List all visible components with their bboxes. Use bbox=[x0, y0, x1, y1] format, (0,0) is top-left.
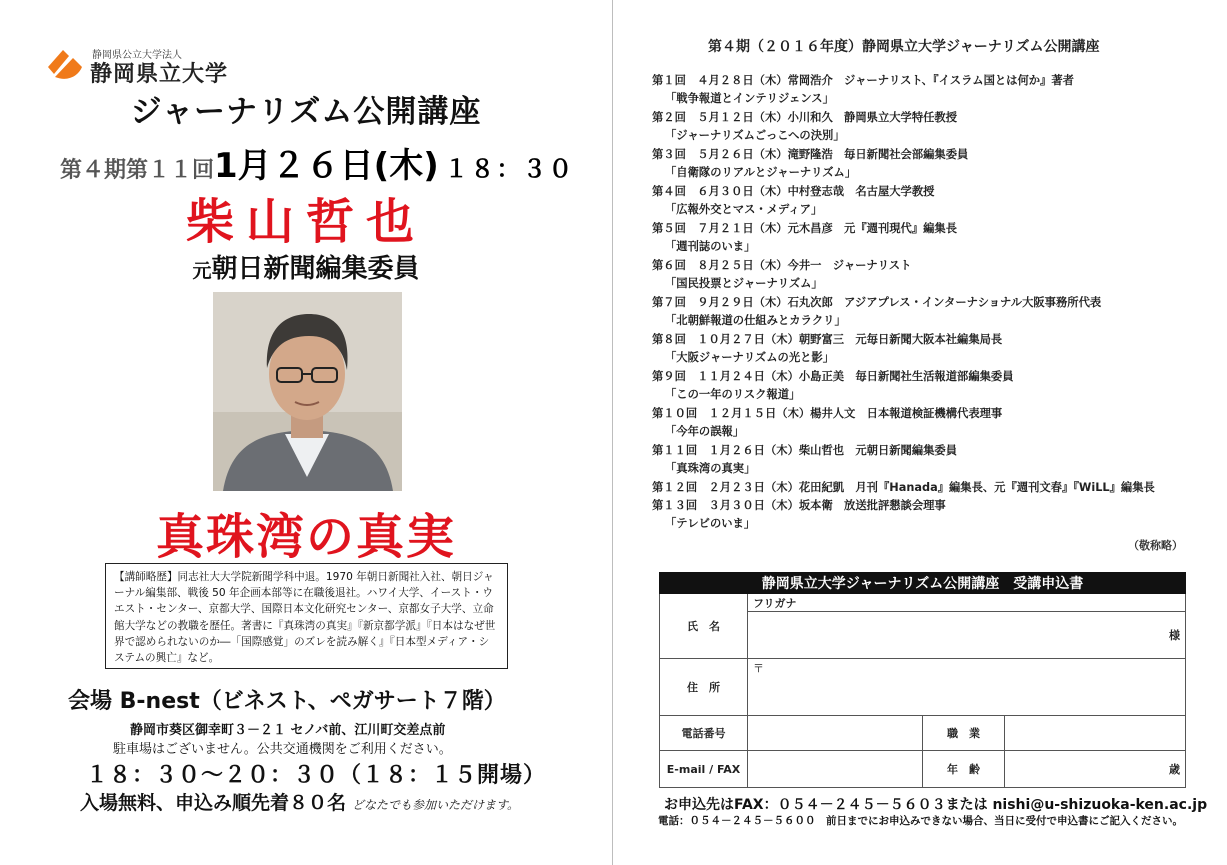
session-title: 「真珠湾の真実」 bbox=[665, 462, 756, 475]
session-line: 第１２回 ２月２３日（木）花田紀凱 月刊『Hanada』編集長、元『週刊文春』『WiLL』編集長 bbox=[652, 481, 1155, 494]
session-title: 「テレビのいま」 bbox=[665, 517, 756, 530]
session-line: 第１３回 ３月３０日（木）坂本衛 放送批評懇談会理事 bbox=[652, 499, 946, 512]
session-title: 「広報外交とマス・メディア」 bbox=[665, 203, 823, 216]
session-item bbox=[652, 368, 1212, 405]
session-title: 「国民投票とジャーナリズム」 bbox=[665, 277, 823, 290]
session-item bbox=[652, 257, 1212, 294]
session-item bbox=[652, 405, 1212, 442]
phone-note: 電話：０５４－２４５－５６００ 前日までにお申込みできない場合、当日に受付で申込書にご記入ください。 bbox=[658, 815, 1183, 827]
session-item bbox=[652, 72, 1212, 109]
session-title: 「戦争報道とインテリジェンス」 bbox=[665, 92, 834, 105]
job-field[interactable] bbox=[1005, 716, 1186, 751]
form-header: 静岡県立大学ジャーナリズム公開講座 受講申込書 bbox=[660, 573, 1186, 594]
session-line: 第１０回 １２月１５日（木）楊井人文 日本報道検証機構代表理事 bbox=[652, 407, 1003, 420]
series-heading: 第４期（２０１６年度）静岡県立大学ジャーナリズム公開講座 bbox=[708, 39, 1100, 55]
admission-text: 入場無料、申込み順先着８０名 bbox=[80, 792, 347, 814]
speaker-affiliation: 朝日新聞編集委員 bbox=[211, 254, 420, 284]
session-item bbox=[652, 331, 1212, 368]
date-line bbox=[60, 138, 574, 187]
address-field[interactable]: 〒 bbox=[748, 659, 1186, 716]
honorific-note: （敬称略） bbox=[1128, 539, 1183, 552]
speaker-profile: 【講師略歴】同志社大大学院新聞学科中退。1970 年朝日新聞社入社、朝日ジャーナル編集部、戦後 50 年企画本部等に在職後退社。ハワイ大学、イースト・ウエスト・センター、京都大学、国際日本文化研究センター、京都女子大学、立命館大学などの教職を歴任。著書に『真珠湾の真実』『新京都学派』『日本はなぜ世界で認められないのか―「国際感覚」のズレを読み解く』『日本型メディア・システムの興亡』など。 bbox=[105, 563, 508, 669]
session-line: 第１１回 １月２６日（木）柴山哲也 元朝日新聞編集委員 bbox=[652, 444, 958, 457]
session-line: 第７回 ９月２９日（木）石丸次郎 アジアプレス・インターナショナル大阪事務所代表 bbox=[652, 296, 1102, 309]
venue-address: 静岡市葵区御幸町３－２１ セノバ前、江川町交差点前 bbox=[130, 723, 446, 738]
session-line: 第８回 １０月２７日（木）朝野富三 元毎日新聞大阪本社編集局長 bbox=[652, 333, 1003, 346]
session-title: 「自衛隊のリアルとジャーナリズム」 bbox=[665, 166, 857, 179]
session-title: 「大阪ジャーナリズムの光と影」 bbox=[665, 351, 835, 364]
lecture-title: ジャーナリズム公開講座 bbox=[130, 94, 482, 130]
admission-note: どなたでも参加いただけます。 bbox=[352, 798, 520, 812]
lecture-time: １８：３０ bbox=[444, 155, 575, 183]
venue: 会場 B-nest（ビネスト、ペガサート７階） bbox=[68, 689, 506, 714]
session-item bbox=[652, 220, 1212, 257]
job-label: 職 業 bbox=[923, 716, 1005, 751]
session-title: 「ジャーナリズムごっこへの決別」 bbox=[665, 129, 845, 142]
session-line: 第２回 ５月１２日（木）小川和久 静岡県立大学特任教授 bbox=[652, 111, 958, 124]
phone-field[interactable] bbox=[748, 716, 923, 751]
session-title: 「この一年のリスク報道」 bbox=[665, 388, 801, 401]
speaker-photo bbox=[213, 292, 402, 491]
name-label: 氏 名 bbox=[660, 594, 748, 659]
session-number: 第４期第１１回 bbox=[60, 158, 215, 183]
name-field[interactable]: 様 bbox=[748, 612, 1186, 659]
session-line: 第３回 ５月２６日（木）滝野隆浩 毎日新聞社会部編集委員 bbox=[652, 148, 969, 161]
session-schedule bbox=[652, 72, 1212, 534]
lecture-topic: 真珠湾の真実 bbox=[155, 509, 456, 565]
flyer-left-page bbox=[0, 0, 613, 865]
flyer-right-page bbox=[614, 0, 1227, 865]
lecture-date: 1月２６日(木) bbox=[214, 146, 439, 186]
address-label: 住 所 bbox=[660, 659, 748, 716]
phone-label: 電話番号 bbox=[660, 716, 748, 751]
age-field[interactable]: 歳 bbox=[1005, 751, 1186, 788]
session-line: 第９回 １１月２４日（木）小島正美 毎日新聞社生活報道部編集委員 bbox=[652, 370, 1014, 383]
admission-info bbox=[80, 788, 519, 815]
university-logo-icon bbox=[46, 47, 84, 83]
session-line: 第５回 ７月２１日（木）元木昌彦 元『週刊現代』編集長 bbox=[652, 222, 958, 235]
session-item bbox=[652, 497, 1212, 534]
session-item bbox=[652, 146, 1212, 183]
session-item bbox=[652, 479, 1212, 497]
session-item bbox=[652, 109, 1212, 146]
session-item bbox=[652, 442, 1212, 479]
logo-subtitle: 静岡県公立大学法人 bbox=[92, 50, 182, 61]
session-title: 「今年の誤報」 bbox=[665, 425, 745, 438]
session-title: 「週刊誌のいま」 bbox=[665, 240, 756, 253]
session-title: 「北朝鮮報道の仕組みとカラクリ」 bbox=[665, 314, 846, 327]
parking-note: 駐車場はございません。公共交通機関をご利用ください。 bbox=[113, 742, 452, 757]
speaker-title-prefix: 元 bbox=[192, 260, 212, 282]
contact-info: お申込先はFAX：０５４－２４５－５６０３または nishi@u-shizuoka-ken.ac.jp bbox=[664, 797, 1208, 813]
session-item bbox=[652, 294, 1212, 331]
email-field[interactable] bbox=[748, 751, 923, 788]
speaker-portrait-icon bbox=[213, 292, 402, 491]
logo-name: 静岡県立大学 bbox=[90, 62, 229, 87]
time-range: １８：３０～２０：３０（１８：１５開場） bbox=[86, 763, 547, 788]
application-form bbox=[659, 572, 1186, 788]
session-line: 第１回 ４月２８日（木）常岡浩介 ジャーナリスト、『イスラム国とは何か』著者 bbox=[652, 74, 1074, 87]
session-line: 第４回 ６月３０日（木）中村登志哉 名古屋大学教授 bbox=[652, 185, 935, 198]
email-label: E-mail / FAX bbox=[660, 751, 748, 788]
session-line: 第６回 ８月２５日（木）今井一 ジャーナリスト bbox=[652, 259, 912, 272]
furigana-field[interactable]: フリガナ bbox=[748, 594, 1186, 612]
speaker-title bbox=[0, 248, 612, 285]
session-item bbox=[652, 183, 1212, 220]
age-label: 年 齢 bbox=[923, 751, 1005, 788]
speaker-name: 柴山哲也 bbox=[185, 194, 426, 250]
